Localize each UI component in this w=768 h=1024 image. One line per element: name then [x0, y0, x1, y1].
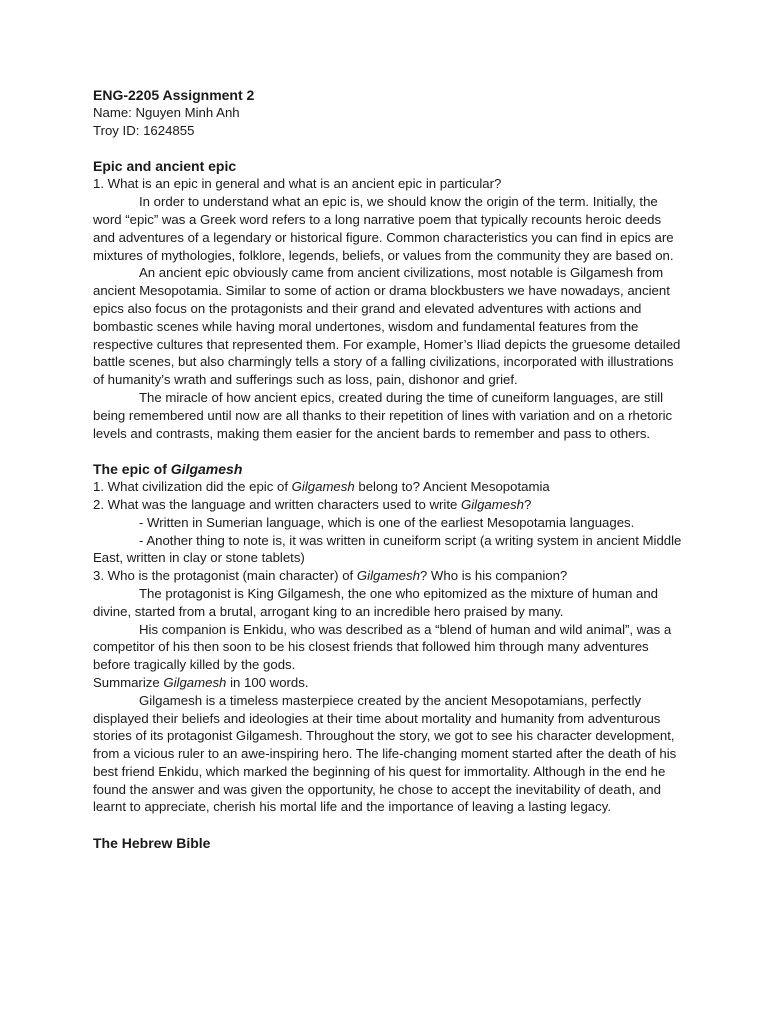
question-text: belong to? Ancient Mesopotamia [354, 479, 550, 495]
summary-prompt [93, 674, 683, 692]
italic-title: Gilgamesh [291, 479, 355, 495]
italic-title: Gilgamesh [460, 496, 525, 512]
paragraph-companion: His companion is Enkidu, who was described as a “blend of human and wild animal”, was a competitor of his then soon to be his closest friends that followed him through many adventures before tragically killed by the gods. [93, 621, 672, 673]
spacer [93, 816, 683, 834]
section-heading-epic: Epic and ancient epic [93, 158, 237, 175]
italic-title: Gilgamesh [356, 568, 420, 584]
prompt-text: in 100 words. [226, 674, 309, 690]
question-1: 1. What is an epic in general and what is an ancient epic in particular? [93, 176, 502, 192]
document-page [93, 86, 683, 852]
answer-language-2: - Another thing to note is, it was written in cuneiform script (a writing system in ancient Middle East, written in clay or stone tablets) [93, 532, 682, 566]
question-text: 3. Who is the protagonist (main character) of [93, 568, 357, 584]
student-id: Troy ID: 1624855 [93, 122, 195, 138]
paragraph-epic-miracle: The miracle of how ancient epics, created during the time of cuneiform languages, are still being remembered until now are all thanks to their repetition of lines with variation and on a rhetoric levels and contrasts, making them easier for the ancient bards to remember and pass to others. [93, 389, 673, 441]
spacer [93, 140, 683, 158]
paragraph-ancient-epic: An ancient epic obviously came from ancient civilizations, most notable is Gilgamesh from ancient Mesopotamia. Similar to some of action or drama blockbusters we have nowadays, ancient epics also focus on the protagonists and their grand and elevated adventures with actions and bombastic scenes while having moral undertones, wisdom and fundamental features from the respective cultures that represented them. For example, Homer’s Iliad depicts the gruesome detailed battle scenes, but also charmingly tells a story of a falling civilizations, incorporated with illustrations of humanity’s wrath and sufferings such as loss, pain, dishonor and grief. [93, 265, 681, 388]
italic-title: Gilgamesh [163, 674, 227, 690]
question-civilization [93, 478, 683, 496]
question-text: ? [524, 496, 532, 512]
heading-text: The epic of [93, 461, 171, 478]
paragraph-protagonist: The protagonist is King Gilgamesh, the one who epitomized as the mixture of human and divine, started from a brutal, arrogant king to an incredible hero praised by many. [93, 585, 659, 619]
question-protagonist [93, 567, 683, 585]
student-name: Name: Nguyen Minh Anh [93, 105, 240, 120]
paragraph-epic-definition: In order to understand what an epic is, we should know the origin of the term. Initially, the word “epic” was a Greek word refers to a long narrative poem that typically recounts heroic deeds and adventures of a legendary or historical figure. Common characteristics you can find in epics are mixtures of mythologies, folklore, legends, beliefs, or values from the community they are based on. [93, 194, 674, 263]
question-text: 1. What civilization did the epic of [93, 479, 292, 495]
spacer [93, 442, 683, 460]
prompt-text: Summarize [93, 674, 164, 690]
section-heading-gilgamesh [93, 460, 683, 478]
assignment-title: ENG-2205 Assignment 2 [93, 87, 255, 103]
heading-italic-title: Gilgamesh [170, 461, 243, 478]
answer-language-1: - Written in Sumerian language, which is one of the earliest Mesopotamia languages. [139, 514, 635, 530]
question-text: ? Who is his companion? [419, 568, 568, 584]
question-language [93, 496, 683, 514]
question-text: 2. What was the language and written characters used to write [93, 496, 461, 512]
section-heading-hebrew-bible: The Hebrew Bible [93, 835, 211, 852]
paragraph-summary: Gilgamesh is a timeless masterpiece created by the ancient Mesopotamians, perfectly displayed their beliefs and ideologies at their time about mortality and humanity from adventurous stories of its protagonist Gilgamesh. Throughout the story, we got to see his character development, from a vicious ruler to an awe-inspiring hero. The life-changing moment started after the death of his best friend Enkidu, which marked the beginning of his quest for immortality. Although in the end he found the answer and was given the opportunity, he chose to accept the inevitability of death, and learnt to appreciate, cherish his mortal life and the importance of leaving a lasting legacy. [93, 692, 677, 815]
